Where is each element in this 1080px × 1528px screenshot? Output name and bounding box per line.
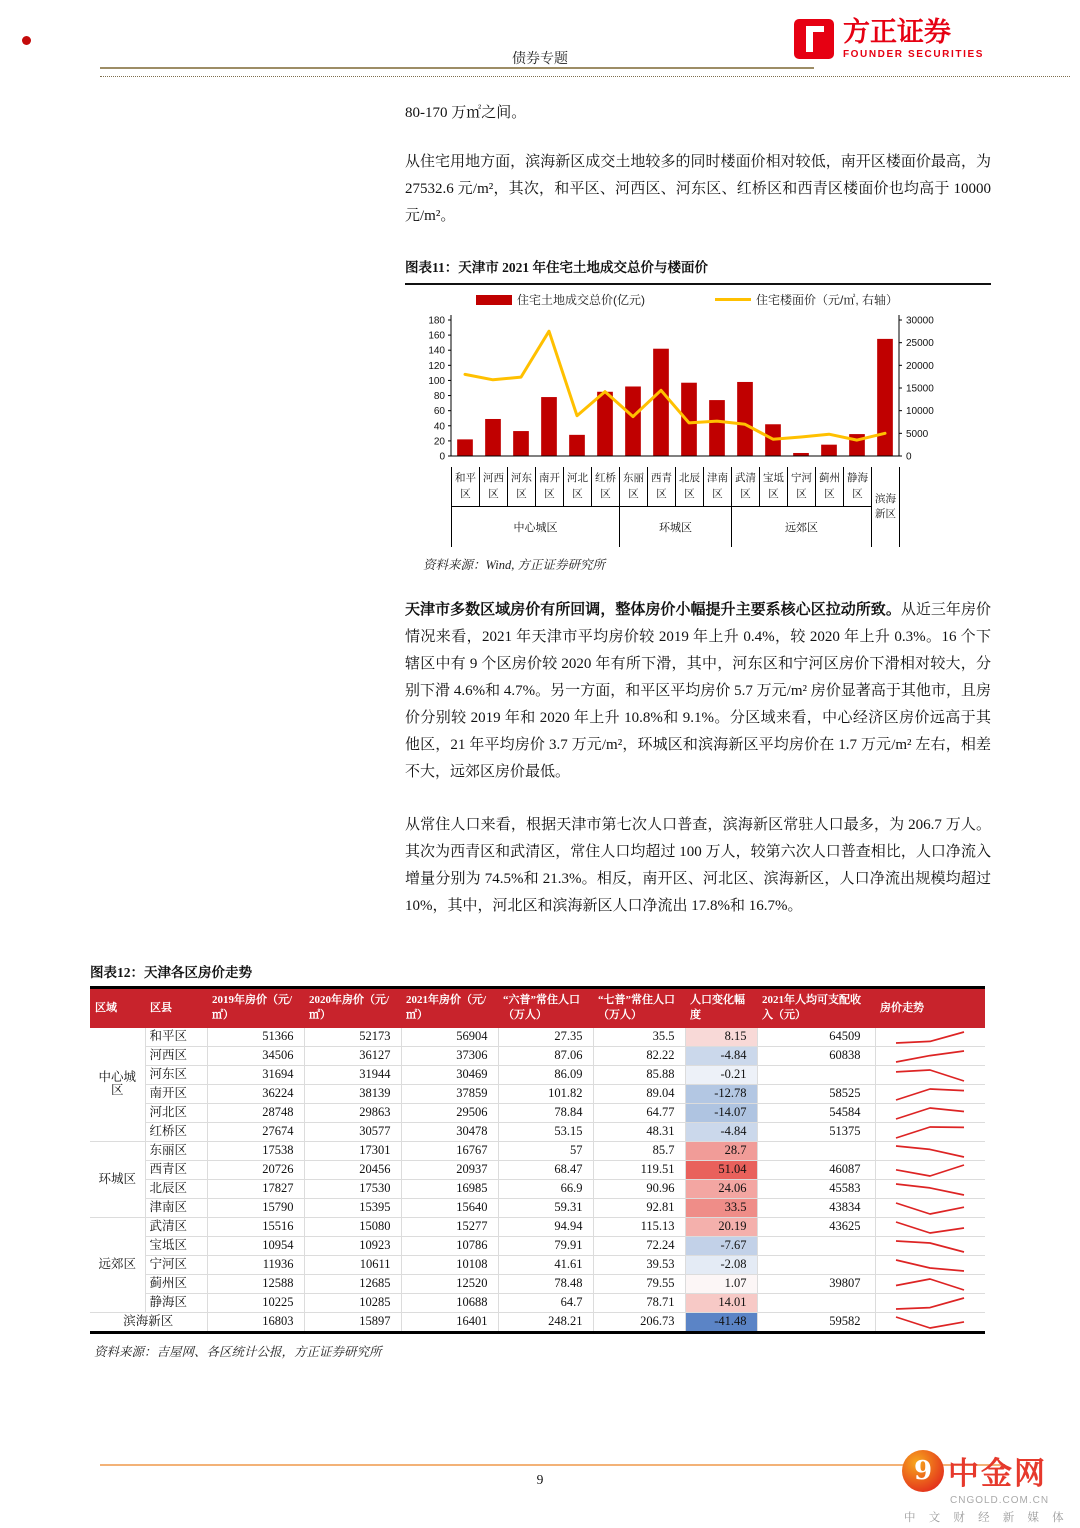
income-cell — [757, 1141, 875, 1160]
chart-x-label: 蓟州 区 — [816, 467, 844, 507]
region-group-cell: 远郊区 — [90, 1217, 145, 1312]
price-trend-sparkline — [890, 1294, 970, 1312]
chart-legend — [417, 291, 957, 308]
district-cell: 津南区 — [145, 1198, 207, 1217]
column-header: 人口变化幅度 — [685, 988, 757, 1028]
population-change-cell: -4.84 — [685, 1122, 757, 1141]
value-cell: 29506 — [401, 1103, 498, 1122]
value-cell: 15790 — [207, 1198, 304, 1217]
svg-text:0: 0 — [439, 451, 445, 462]
population-change-cell: 20.19 — [685, 1217, 757, 1236]
trend-cell — [875, 1084, 985, 1103]
value-cell: 48.31 — [593, 1122, 685, 1141]
figure-11-title: 图表11：天津市 2021 年住宅土地成交总价与楼面价 — [405, 256, 991, 285]
value-cell: 38139 — [304, 1084, 401, 1103]
price-trend-sparkline — [890, 1313, 970, 1331]
legend-item-line — [715, 291, 898, 308]
value-cell: 86.09 — [498, 1065, 593, 1084]
chart-group-label: 中心城区 — [452, 507, 620, 547]
value-cell: 30469 — [401, 1065, 498, 1084]
value-cell: 56904 — [401, 1028, 498, 1047]
trend-cell — [875, 1179, 985, 1198]
value-cell: 31944 — [304, 1065, 401, 1084]
figure-11-source: 资料来源：Wind, 方正证券研究所 — [423, 558, 605, 572]
value-cell: 30577 — [304, 1122, 401, 1141]
population-change-cell: 1.07 — [685, 1274, 757, 1293]
chart-x-label: 宁河 区 — [788, 467, 816, 507]
value-cell: 101.82 — [498, 1084, 593, 1103]
table-row — [90, 1122, 985, 1141]
table-row — [90, 1028, 985, 1047]
price-trend-sparkline — [890, 1028, 970, 1046]
value-cell: 10225 — [207, 1293, 304, 1312]
cngold-brand-name: 中金网 — [948, 1456, 1047, 1491]
value-cell: 36127 — [304, 1046, 401, 1065]
cngold-logo-icon: 9 — [902, 1450, 944, 1492]
paragraph-population: 从常住人口来看，根据天津市第七次人口普查，滨海新区常驻人口最多，为 206.7 万人。其次为西青区和武清区，常住人口均超过 100 万人，较第六次人口普查相比，人口净流入增量分别为 74.5%和 21.3%。相反，南开区、河北区、滨海新区，人口净流出规模均超过 10%，其中，河北区和滨海新区人口净流出 17.8%和 16.7%。 — [405, 817, 991, 914]
value-cell: 79.55 — [593, 1274, 685, 1293]
svg-text:20000: 20000 — [906, 360, 934, 372]
main-text-column — [405, 100, 991, 946]
value-cell: 72.24 — [593, 1236, 685, 1255]
price-trend-sparkline — [890, 1275, 970, 1293]
value-cell: 248.21 — [498, 1312, 593, 1332]
table-row — [90, 1065, 985, 1084]
chart-x-label: 北辰 区 — [676, 467, 704, 507]
district-cell: 红桥区 — [145, 1122, 207, 1141]
header-doc-type: 债券专题 — [512, 52, 568, 67]
trend-cell — [875, 1217, 985, 1236]
value-cell: 15516 — [207, 1217, 304, 1236]
value-cell: 15395 — [304, 1198, 401, 1217]
district-cell: 蓟州区 — [145, 1274, 207, 1293]
district-cell: 和平区 — [145, 1028, 207, 1047]
value-cell: 30478 — [401, 1122, 498, 1141]
trend-cell — [875, 1274, 985, 1293]
table-row — [90, 1103, 985, 1122]
trend-cell — [875, 1236, 985, 1255]
trend-cell — [875, 1198, 985, 1217]
trend-cell — [875, 1141, 985, 1160]
population-change-cell: -12.78 — [685, 1084, 757, 1103]
chart-group-label: 滨海 新区 — [872, 467, 900, 547]
value-cell: 11936 — [207, 1255, 304, 1274]
income-cell — [757, 1255, 875, 1274]
value-cell: 82.22 — [593, 1046, 685, 1065]
table-row — [90, 1179, 985, 1198]
trend-cell — [875, 1028, 985, 1047]
value-cell: 206.73 — [593, 1312, 685, 1332]
column-header: 2020年房价（元/㎡） — [304, 988, 401, 1028]
value-cell: 10923 — [304, 1236, 401, 1255]
value-cell: 10611 — [304, 1255, 401, 1274]
founder-brand-cn: 方正证券 — [842, 16, 951, 47]
price-trend-sparkline — [890, 1085, 970, 1103]
svg-text:160: 160 — [428, 330, 445, 342]
value-cell: 87.06 — [498, 1046, 593, 1065]
population-change-cell: 28.7 — [685, 1141, 757, 1160]
district-cell: 河北区 — [145, 1103, 207, 1122]
svg-text:100: 100 — [428, 375, 445, 387]
table-row — [90, 1236, 985, 1255]
table-row — [90, 1274, 985, 1293]
district-cell: 静海区 — [145, 1293, 207, 1312]
population-change-cell: -0.21 — [685, 1065, 757, 1084]
value-cell: 35.5 — [593, 1028, 685, 1047]
table-row — [90, 1198, 985, 1217]
trend-cell — [875, 1312, 985, 1332]
value-cell: 12520 — [401, 1274, 498, 1293]
chart-x-label: 河东 区 — [508, 467, 536, 507]
chart-x-label: 东丽 区 — [620, 467, 648, 507]
house-price-table — [90, 986, 985, 1334]
population-change-cell: -41.48 — [685, 1312, 757, 1332]
value-cell: 92.81 — [593, 1198, 685, 1217]
paragraph-price-trend — [405, 597, 991, 786]
value-cell: 16803 — [207, 1312, 304, 1332]
cngold-tagline: 中 文 财 经 新 媒 体 — [904, 1512, 1069, 1524]
chart-x-label: 西青 区 — [648, 467, 676, 507]
price-trend-sparkline — [890, 1047, 970, 1065]
value-cell: 10688 — [401, 1293, 498, 1312]
price-trend-sparkline — [890, 1161, 970, 1179]
cngold-watermark — [902, 1448, 1072, 1525]
page-number: 9 — [536, 1472, 544, 1487]
column-header: 房价走势 — [875, 988, 985, 1028]
district-cell: 河西区 — [145, 1046, 207, 1065]
income-cell: 46087 — [757, 1160, 875, 1179]
line-swatch-icon — [715, 298, 751, 301]
value-cell: 89.04 — [593, 1084, 685, 1103]
column-header: 区域 — [90, 988, 145, 1028]
price-trend-sparkline — [890, 1066, 970, 1084]
price-trend-sparkline — [890, 1123, 970, 1141]
value-cell: 66.9 — [498, 1179, 593, 1198]
population-change-cell: 51.04 — [685, 1160, 757, 1179]
table-row — [90, 1084, 985, 1103]
value-cell: 41.61 — [498, 1255, 593, 1274]
column-header: 2019年房价（元/㎡） — [207, 988, 304, 1028]
chart-x-label: 南开 区 — [536, 467, 564, 507]
paragraph-residential-land: 从住宅用地方面，滨海新区成交土地较多的同时楼面价相对较低，南开区楼面价最高，为 27532.6 元/m²，其次，和平区、河西区、河东区、红桥区和西青区楼面价也均高于 10000 元/m²。 — [405, 154, 991, 224]
figure-12-title: 图表12：天津各区房价走势 — [90, 965, 252, 980]
district-cell: 南开区 — [145, 1084, 207, 1103]
value-cell: 51366 — [207, 1028, 304, 1047]
bold-lead: 天津市多数区域房价有所回调，整体房价小幅提升主要系核心区拉动所致。 — [405, 602, 901, 618]
svg-text:30000: 30000 — [906, 315, 934, 327]
population-change-cell: -4.84 — [685, 1046, 757, 1065]
value-cell: 12685 — [304, 1274, 401, 1293]
income-cell: 45583 — [757, 1179, 875, 1198]
income-cell: 64509 — [757, 1028, 875, 1047]
trend-cell — [875, 1103, 985, 1122]
value-cell: 29863 — [304, 1103, 401, 1122]
value-cell: 16985 — [401, 1179, 498, 1198]
value-cell: 17827 — [207, 1179, 304, 1198]
value-cell: 115.13 — [593, 1217, 685, 1236]
column-header: “六普”常住人口（万人） — [498, 988, 593, 1028]
value-cell: 57 — [498, 1141, 593, 1160]
income-cell: 54584 — [757, 1103, 875, 1122]
region-group-cell: 中心城区 — [90, 1028, 145, 1142]
value-cell: 68.47 — [498, 1160, 593, 1179]
income-cell: 39807 — [757, 1274, 875, 1293]
chart-x-label: 和平 区 — [452, 467, 480, 507]
value-cell: 85.88 — [593, 1065, 685, 1084]
price-trend-sparkline — [890, 1237, 970, 1255]
value-cell: 39.53 — [593, 1255, 685, 1274]
svg-text:5000: 5000 — [906, 428, 929, 440]
svg-text:0: 0 — [906, 451, 912, 462]
chart-x-label: 武清 区 — [732, 467, 760, 507]
chart-x-label: 河西 区 — [480, 467, 508, 507]
trend-cell — [875, 1046, 985, 1065]
income-cell — [757, 1236, 875, 1255]
trend-cell — [875, 1293, 985, 1312]
population-change-cell: -2.08 — [685, 1255, 757, 1274]
legend-line-label: 住宅楼面价（元/㎡, 右轴） — [755, 293, 898, 307]
table-row — [90, 1160, 985, 1179]
chart-x-axis-labels — [451, 467, 900, 547]
table-row — [90, 1141, 985, 1160]
value-cell: 94.94 — [498, 1217, 593, 1236]
value-cell: 78.71 — [593, 1293, 685, 1312]
table-header-row — [90, 988, 985, 1028]
price-trend-sparkline — [890, 1180, 970, 1198]
population-change-cell: 8.15 — [685, 1028, 757, 1047]
chart-group-label: 远郊区 — [732, 507, 872, 547]
value-cell: 10108 — [401, 1255, 498, 1274]
value-cell: 64.7 — [498, 1293, 593, 1312]
svg-text:15000: 15000 — [906, 383, 934, 395]
table-row — [90, 1293, 985, 1312]
value-cell: 27.35 — [498, 1028, 593, 1047]
header-dotted-rule — [100, 76, 1070, 77]
table-row — [90, 1217, 985, 1236]
price-trend-sparkline — [890, 1104, 970, 1122]
column-header: 2021年房价（元/㎡） — [401, 988, 498, 1028]
svg-text:60: 60 — [433, 406, 445, 418]
value-cell: 37306 — [401, 1046, 498, 1065]
value-cell: 34506 — [207, 1046, 304, 1065]
chart-x-label: 宝坻 区 — [760, 467, 788, 507]
region-group-cell: 环城区 — [90, 1141, 145, 1217]
income-cell: 59582 — [757, 1312, 875, 1332]
column-header: 区县 — [145, 988, 207, 1028]
value-cell: 59.31 — [498, 1198, 593, 1217]
trend-cell — [875, 1065, 985, 1084]
founder-brand-en: FOUNDER SECURITIES — [842, 48, 984, 60]
value-cell: 20937 — [401, 1160, 498, 1179]
footer-rule — [100, 1464, 1005, 1466]
value-cell: 10285 — [304, 1293, 401, 1312]
value-cell: 17301 — [304, 1141, 401, 1160]
price-trend-sparkline — [890, 1199, 970, 1217]
cngold-domain: CNGOLD.COM.CN — [950, 1495, 1050, 1506]
population-change-cell: 24.06 — [685, 1179, 757, 1198]
paragraph-area-range: 80-170 万㎡之间。 — [405, 105, 527, 121]
district-cell: 宝坻区 — [145, 1236, 207, 1255]
svg-text:80: 80 — [433, 391, 445, 403]
district-cell: 西青区 — [145, 1160, 207, 1179]
value-cell: 10954 — [207, 1236, 304, 1255]
income-cell: 51375 — [757, 1122, 875, 1141]
figure-11 — [405, 256, 991, 573]
svg-text:120: 120 — [428, 360, 445, 372]
value-cell: 16401 — [401, 1312, 498, 1332]
chart-group-label: 环城区 — [620, 507, 732, 547]
value-cell: 15640 — [401, 1198, 498, 1217]
legend-item-bar — [476, 291, 645, 308]
value-cell: 10786 — [401, 1236, 498, 1255]
population-change-cell: 14.01 — [685, 1293, 757, 1312]
figure-12 — [90, 961, 985, 1360]
price-trend-sparkline — [890, 1142, 970, 1160]
value-cell: 28748 — [207, 1103, 304, 1122]
value-cell: 15277 — [401, 1217, 498, 1236]
income-cell — [757, 1293, 875, 1312]
value-cell: 78.84 — [498, 1103, 593, 1122]
value-cell: 31694 — [207, 1065, 304, 1084]
value-cell: 17530 — [304, 1179, 401, 1198]
value-cell: 52173 — [304, 1028, 401, 1047]
district-cell: 北辰区 — [145, 1179, 207, 1198]
table-row — [90, 1046, 985, 1065]
chart-x-label: 津南 区 — [704, 467, 732, 507]
svg-text:40: 40 — [433, 421, 445, 433]
value-cell: 37859 — [401, 1084, 498, 1103]
svg-text:25000: 25000 — [906, 338, 934, 350]
value-cell: 36224 — [207, 1084, 304, 1103]
value-cell: 20726 — [207, 1160, 304, 1179]
district-cell: 宁河区 — [145, 1255, 207, 1274]
district-cell: 滨海新区 — [90, 1312, 207, 1332]
price-trend-sparkline — [890, 1218, 970, 1236]
income-cell: 43625 — [757, 1217, 875, 1236]
table-row — [90, 1255, 985, 1274]
table-row — [90, 1312, 985, 1332]
value-cell: 119.51 — [593, 1160, 685, 1179]
population-change-cell: -14.07 — [685, 1103, 757, 1122]
chart-plot-area — [417, 310, 947, 462]
value-cell: 27674 — [207, 1122, 304, 1141]
lead-rest: 从近三年房价情况来看，2021 年天津市平均房价较 2019 年上升 0.4%，较 2020 年上升 0.3%。16 个下辖区中有 9 个区房价较 2020 年有所下滑，其中，河东区和宁河区房价下滑相对较大，分别下滑 4.6%和 4.7%。另一方面，和平区平均房价 5.7 万元/m² 房价显著高于其他市，且房价分别较 2019 年和 2020 年上升 10.8%和 9.1%。分区域来看，中心经济区房价远高于其他区，21 年平均房价 3.7 万元/m²，环城区和滨海新区平均房价在 1.7 万元/m² 左右，相差不大，远郊区房价最低。 — [405, 602, 991, 780]
founder-logo-icon — [793, 18, 835, 60]
value-cell: 78.48 — [498, 1274, 593, 1293]
bar-swatch-icon — [476, 295, 512, 305]
population-change-cell: 33.5 — [685, 1198, 757, 1217]
value-cell: 20456 — [304, 1160, 401, 1179]
district-cell: 河东区 — [145, 1065, 207, 1084]
income-cell — [757, 1065, 875, 1084]
chart-x-label: 红桥 区 — [592, 467, 620, 507]
svg-text:10000: 10000 — [906, 406, 934, 418]
trend-cell — [875, 1160, 985, 1179]
trend-cell — [875, 1122, 985, 1141]
chart-x-label: 静海 区 — [844, 467, 872, 507]
value-cell: 64.77 — [593, 1103, 685, 1122]
district-cell: 武清区 — [145, 1217, 207, 1236]
value-cell: 79.91 — [498, 1236, 593, 1255]
price-trend-sparkline — [890, 1256, 970, 1274]
value-cell: 17538 — [207, 1141, 304, 1160]
header-rule — [100, 67, 814, 69]
value-cell: 53.15 — [498, 1122, 593, 1141]
figure-12-source: 资料来源：吉屋网、各区统计公报，方正证券研究所 — [94, 1344, 382, 1359]
column-header: “七普”常住人口（万人） — [593, 988, 685, 1028]
trend-cell — [875, 1255, 985, 1274]
svg-text:20: 20 — [433, 436, 445, 448]
income-cell: 58525 — [757, 1084, 875, 1103]
population-change-cell: -7.67 — [685, 1236, 757, 1255]
value-cell: 15080 — [304, 1217, 401, 1236]
legend-bar-label: 住宅土地成交总价(亿元) — [516, 293, 645, 307]
value-cell: 85.7 — [593, 1141, 685, 1160]
column-header: 2021年人均可支配收入（元） — [757, 988, 875, 1028]
value-cell: 90.96 — [593, 1179, 685, 1198]
chart-x-label: 河北 区 — [564, 467, 592, 507]
income-cell: 43834 — [757, 1198, 875, 1217]
district-cell: 东丽区 — [145, 1141, 207, 1160]
value-cell: 16767 — [401, 1141, 498, 1160]
svg-text:180: 180 — [428, 315, 445, 327]
income-cell: 60838 — [757, 1046, 875, 1065]
svg-text:140: 140 — [428, 345, 445, 357]
corner-dot — [22, 36, 31, 45]
value-cell: 12588 — [207, 1274, 304, 1293]
bar-line-chart — [417, 291, 957, 547]
value-cell: 15897 — [304, 1312, 401, 1332]
founder-securities-logo — [793, 18, 984, 60]
